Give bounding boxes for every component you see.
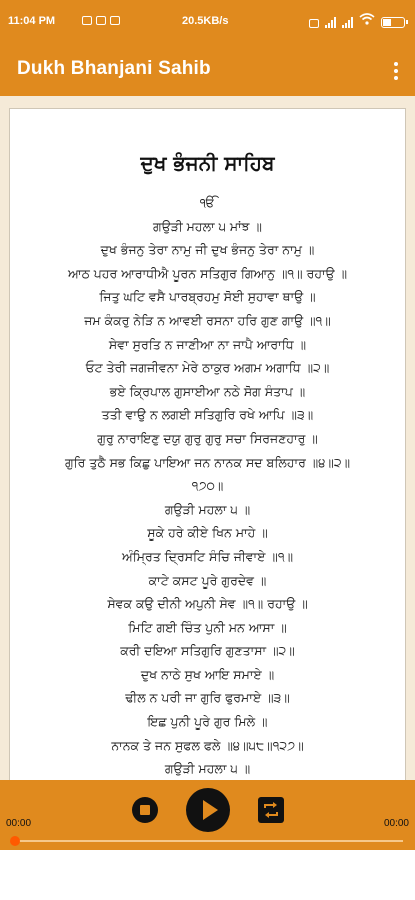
total-duration: 00:00 [383,818,409,829]
verse-line: ਦੁਖ ਨਾਠੇ ਸੁਖ ਆਇ ਸਮਾਏ ॥ [140,666,275,682]
verse-line: ਇਛ ਪੁਨੀ ਪੂਰੇ ਗੁਰ ਮਿਲੇ ॥ [147,714,268,730]
more-vert-icon[interactable] [391,60,401,82]
verse-line: ਦੁਖ ਭੰਜਨੁ ਤੇਰਾ ਨਾਮੁ ਜੀ ਦੁਖ ਭੰਜਨੁ ਤੇਰਾ ਨਾਮੁ ॥ [100,242,315,258]
seek-thumb[interactable] [10,836,20,846]
verse-line: ਨਾਨਕ ਤੇ ਜਨ ਸੁਫਲ ਫਲੇ ॥੪॥੫੮॥੧੨੭॥ [111,737,304,753]
verse-line: ਗੁਰਿ ਤੁਠੈ ਸਭ ਕਿਛੁ ਪਾਇਆ ਜਨ ਨਾਨਕ ਸਦ ਬਲਿਹਾਰ ॥੪॥੨॥ [64,454,351,470]
status-bar [0,0,415,44]
repeat-icon[interactable] [258,797,284,823]
notification-icon [82,16,92,25]
verse-line: ਆਠ ਪਹਰ ਆਰਾਧੀਐ ਪੂਰਨ ਸਤਿਗੁਰ ਗਿਆਨੁ ॥੧॥ ਰਹਾਉ ॥ [67,265,348,281]
seek-bar[interactable] [12,840,403,842]
reading-area[interactable] [0,96,415,780]
verse-line: ਜਮ ਕੰਕਰੁ ਨੇੜਿ ਨ ਆਵਈ ਰਸਨਾ ਹਰਿ ਗੁਣ ਗਾਉ ॥੧॥ [84,312,331,328]
verse-line: ਕਰੀ ਦਇਆ ਸਤਿਗੁਰਿ ਗੁਣਤਾਸਾ ॥੨॥ [120,643,295,659]
app-bar [0,44,415,96]
verse-line: ੧੭੦॥ [191,478,224,494]
audio-player [0,780,415,850]
elapsed-time: 00:00 [6,818,32,829]
verse-line: ਗਉੜੀ ਮਹਲਾ ੫ ॥ [164,761,251,777]
verse-line: ਸੇਵਕ ਕਉ ਦੀਨੀ ਅਪੁਨੀ ਸੇਵ ॥੧॥ ਰਹਾਉ ॥ [107,596,308,612]
network-speed: 20.5KB/s [182,15,229,27]
stop-icon[interactable] [132,797,158,823]
signal-icon [342,17,353,28]
system-icons [309,13,405,28]
verse-line: ਤਤੀ ਵਾਉ ਨ ਲਗਈ ਸਤਿਗੁਰਿ ਰਖੇ ਆਪਿ ॥੩॥ [101,407,314,423]
verse-line: ਭਏ ਕ੍ਰਿਪਾਲ ਗੁਸਾਈਆ ਨਠੇ ਸੋਗ ਸੰਤਾਪ ॥ [109,383,306,399]
verse-line: ਗਉੜੀ ਮਹਲਾ ੫ ॥ [164,501,251,517]
verse-line: ਗਉੜੀ ਮਹਲਾ ੫ ਮਾਂਝ ॥ [153,218,262,234]
verse-line: ਮਿਟਿ ਗਈ ਚਿੰਤ ਪੁਨੀ ਮਨ ਆਸਾ ॥ [128,619,287,635]
play-icon[interactable] [186,788,230,832]
verse-line: ਅੰਮ੍ਰਿਤ ਦ੍ਰਿਸਟਿ ਸੰਚਿ ਜੀਵਾਏ ॥੧॥ [121,548,294,564]
wifi-icon [359,13,375,28]
notification-icon [96,16,106,25]
verse-line: ਓਟ ਤੇਰੀ ਜਗਜੀਵਨਾ ਮੇਰੇ ਠਾਕੁਰ ਅਗਮ ਅਗਾਧਿ ॥੨॥ [85,360,330,376]
verse-line: ਢੀਲ ਨ ਪਰੀ ਜਾ ਗੁਰਿ ਫੁਰਮਾਏ ॥੩॥ [125,690,290,706]
signal-icon [325,17,336,28]
app-title: Dukh Bhanjani Sahib [17,58,211,79]
page-title: ਦੁਖ ਭੰਜਨੀ ਸਾਹਿਬ [140,151,275,175]
battery-icon [381,17,405,28]
verse-line: ਜਿਤੁ ਘਟਿ ਵਸੈ ਪਾਰਬ੍ਰਹਮੁ ਸੋਈ ਸੁਹਾਵਾ ਥਾਉ ॥ [99,289,316,305]
notification-icons [82,16,120,25]
notification-icon [110,16,120,25]
player-controls [0,788,415,832]
system-nav-bar [0,850,415,900]
verse-line: ਗੁਰੁ ਨਾਰਾਇਣੁ ਦਯੁ ਗੁਰੁ ਗੁਰੁ ਸਚਾ ਸਿਰਜਣਹਾਰੁ ॥ [97,430,318,446]
status-time: 11:04 PM [8,15,56,27]
verse-line: ੴ [199,195,216,210]
text-page [9,108,406,808]
verse-line: ਸੂਕੇ ਹਰੇ ਕੀਏ ਖਿਨ ਮਾਹੇ ॥ [147,525,268,541]
verse-line: ਕਾਟੇ ਕਸਟ ਪੂਰੇ ਗੁਰਦੇਵ ॥ [148,572,267,588]
verse-list [10,191,405,804]
vibrate-icon [309,19,319,28]
verse-line: ਸੇਵਾ ਸੁਰਤਿ ਨ ਜਾਣੀਆ ਨਾ ਜਾਪੈ ਆਰਾਧਿ ॥ [108,336,307,352]
